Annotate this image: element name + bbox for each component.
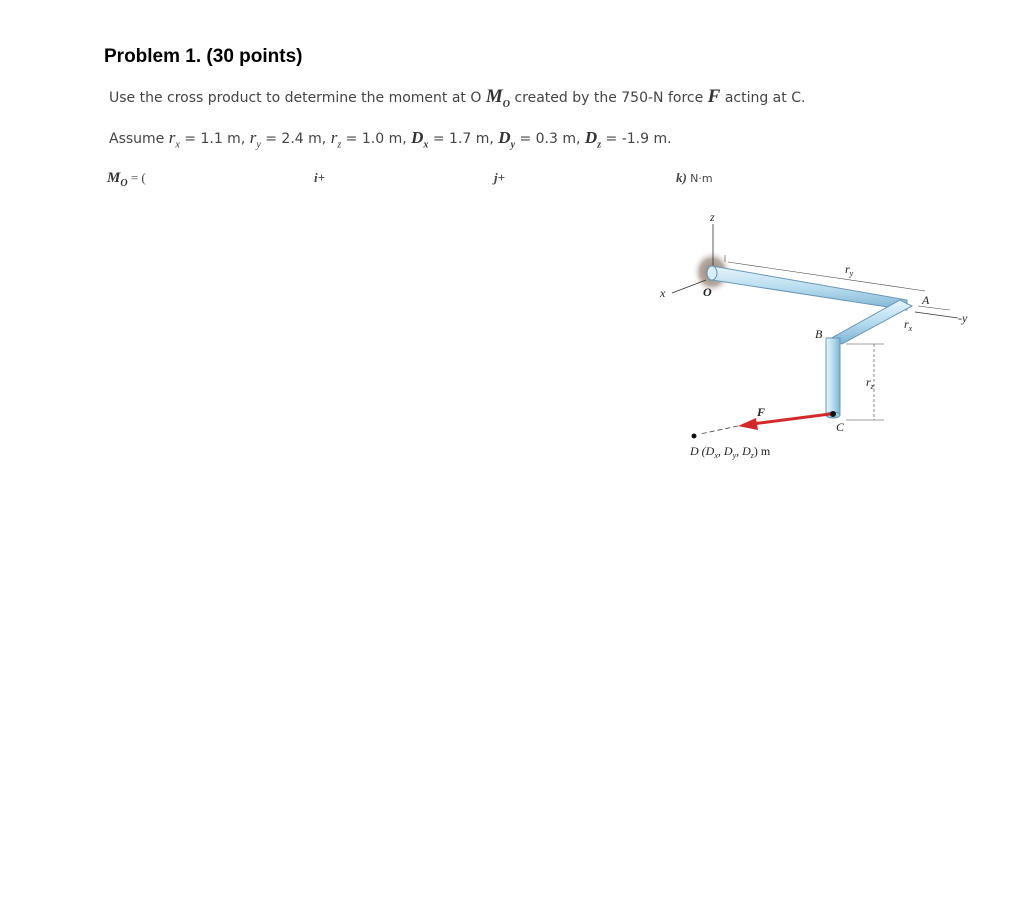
moment-symbol: $M_O$: [485, 86, 510, 110]
i-component-label: i+: [314, 170, 326, 185]
dx-value: = 1.7 m,: [432, 131, 494, 147]
point-c-label: C: [836, 420, 845, 434]
k-text: k): [676, 170, 687, 185]
point-d-label: D ($D_x$, $D_y$, $D_z$) m: [690, 444, 771, 460]
assume-prefix: Assume: [109, 131, 165, 147]
point-b-label: B: [815, 327, 823, 341]
pipe-segment-bc: [826, 338, 840, 415]
line-of-action: [700, 426, 738, 434]
dz-symbol: $D_z$: [584, 128, 602, 151]
origin-label: O: [703, 285, 712, 299]
statement-part3: acting at C.: [724, 90, 806, 106]
pipe-end-o: [707, 266, 717, 280]
rx-dimension-label: $r_x$: [904, 317, 913, 333]
j-component-label: j+: [494, 170, 506, 185]
rx-symbol: $r_x$: [168, 128, 180, 151]
point-a-label: A: [922, 293, 930, 307]
ry-symbol: $r_y$: [249, 128, 261, 151]
rz-dimension-label: $r_z$: [866, 375, 874, 391]
statement-part2: created by the 750-N force: [514, 90, 704, 106]
mo-equals: = (: [130, 170, 146, 185]
y-axis: [915, 312, 958, 318]
y-axis-label: -y: [958, 311, 968, 325]
force-label: F: [757, 405, 766, 419]
force-symbol: F: [707, 86, 721, 107]
dz-value: = -1.9 m.: [605, 131, 672, 147]
dy-value: = 0.3 m,: [519, 131, 581, 147]
point-c-dot: [830, 411, 836, 417]
point-d-dot: [692, 434, 697, 439]
x-axis-label: x: [660, 286, 666, 300]
rz-value: = 1.0 m,: [345, 131, 407, 147]
z-axis-label: z: [710, 210, 715, 224]
rx-dimension-line: [918, 306, 950, 310]
dx-symbol: $D_x$: [411, 128, 429, 151]
moment-unit: N·m: [690, 172, 713, 185]
rx-value: = 1.1 m,: [184, 131, 246, 147]
force-arrowhead: [738, 418, 758, 430]
ry-dimension-label: $r_y$: [845, 262, 854, 278]
pipe-segment-oa: [712, 266, 907, 310]
rz-symbol: $r_z$: [330, 128, 342, 151]
pipe-segment-ab: [828, 300, 912, 344]
problem-title: Problem 1. (30 points): [104, 46, 303, 67]
mo-symbol: $M_O$: [107, 170, 128, 189]
ry-value: = 2.4 m,: [265, 131, 327, 147]
dy-symbol: $D_y$: [498, 128, 516, 151]
statement-part1: Use the cross product to determine the moment at O: [109, 90, 482, 106]
